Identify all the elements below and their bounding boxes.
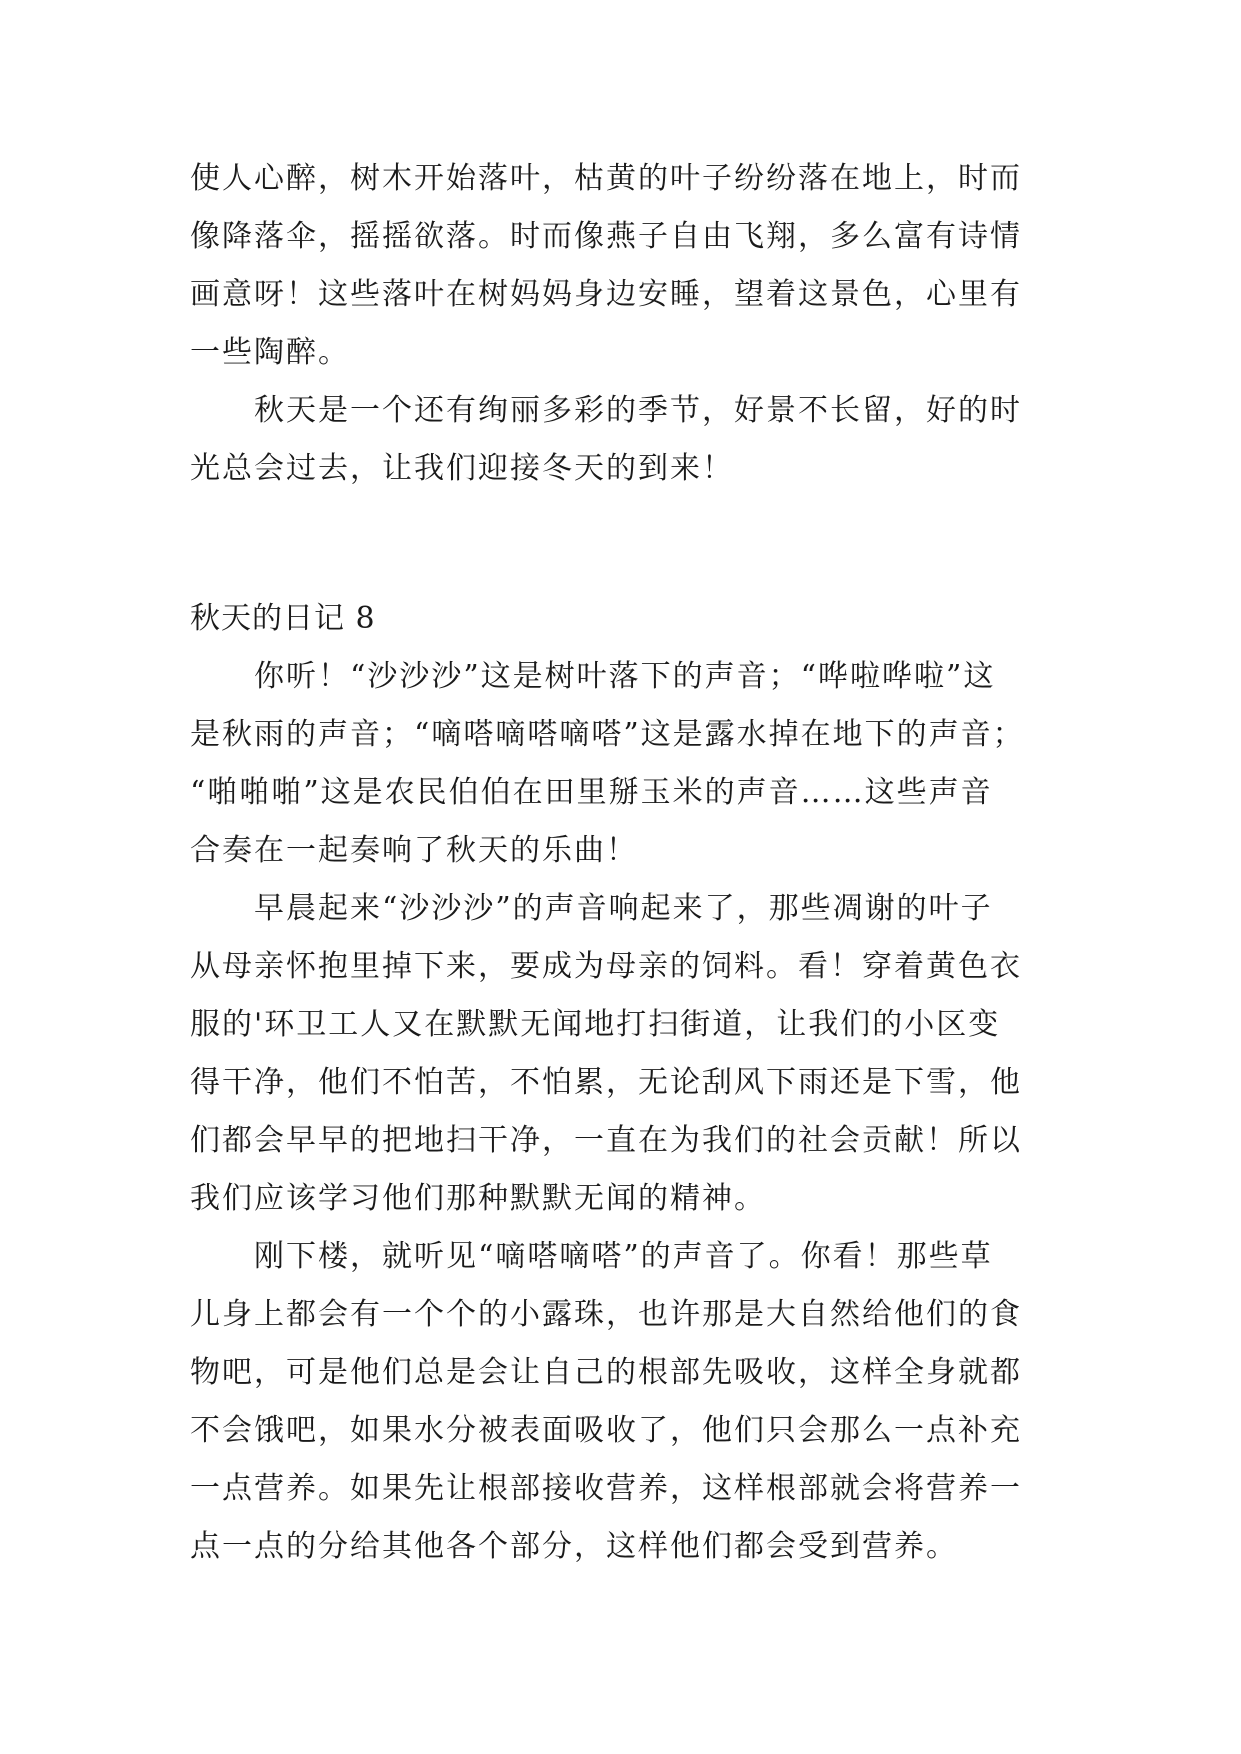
text-line: 刚下楼，就听见“嘀嗒嘀嗒”的声音了。你看！那些草 [254,1239,993,1274]
text-line: 服的'环卫工人又在默默无闻地打扫街道，让我们的小区变 [190,1007,1001,1042]
text-line: 们都会早早的把地扫干净，一直在为我们的社会贡献！所以 [190,1123,1022,1158]
text-line: 是秋雨的声音；“嘀嗒嘀嗒嘀嗒”这是露水掉在地下的声音； [190,717,1025,752]
document-page [190,150,1090,1576]
text-line: 物吧，可是他们总是会让自己的根部先吸收，这样全身就都 [190,1355,1022,1390]
text-line: 早晨起来“沙沙沙”的声音响起来了，那些凋谢的叶子 [254,891,993,926]
section-title: 秋天的日记 8 [190,601,376,636]
text-line: 使人心醉，树木开始落叶，枯黄的叶子纷纷落在地上，时而 [190,161,1022,196]
text-line: 得干净，他们不怕苦，不怕累，无论刮风下雨还是下雪，他 [190,1065,1022,1100]
paragraph-1 [190,150,1090,382]
text-line: 儿身上都会有一个个的小露珠，也许那是大自然给他们的食 [190,1297,1022,1332]
text-line: “啪啪啪”这是农民伯伯在田里掰玉米的声音……这些声音 [190,775,993,810]
text-line: 一点营养。如果先让根部接收营养，这样根部就会将营养一 [190,1471,1022,1506]
text-line: 合奏在一起奏响了秋天的乐曲！ [190,833,638,868]
text-line: 我们应该学习他们那种默默无闻的精神。 [190,1181,766,1216]
paragraph-4 [190,880,1090,1228]
paragraph-3 [190,648,1090,880]
paragraph-2 [190,382,1090,498]
text-line: 一些陶醉。 [190,335,350,370]
section-spacer [190,498,1090,590]
text-line: 光总会过去，让我们迎接冬天的到来！ [190,451,734,486]
text-line: 像降落伞，摇摇欲落。时而像燕子自由飞翔，多么富有诗情 [190,219,1022,254]
text-line: 你听！“沙沙沙”这是树叶落下的声音；“哗啦哗啦”这 [254,659,996,694]
text-line: 从母亲怀抱里掉下来，要成为母亲的饲料。看！穿着黄色衣 [190,949,1022,984]
text-line: 不会饿吧，如果水分被表面吸收了，他们只会那么一点补充 [190,1413,1022,1448]
text-line: 点一点的分给其他各个部分，这样他们都会受到营养。 [190,1529,958,1564]
text-line: 画意呀！这些落叶在树妈妈身边安睡，望着这景色，心里有 [190,277,1022,312]
paragraph-5 [190,1228,1090,1576]
text-line: 秋天是一个还有绚丽多彩的季节，好景不长留，好的时 [254,393,1022,428]
